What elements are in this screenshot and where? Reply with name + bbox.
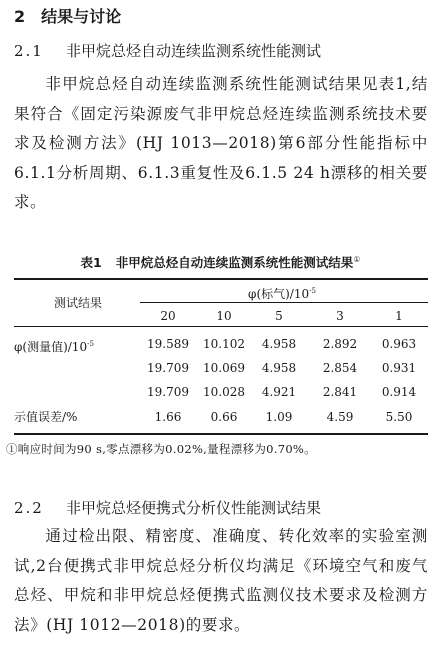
- table-caption-note-mark: ①: [353, 255, 361, 264]
- table-cell: 10.028: [203, 385, 245, 399]
- subsection-number: 2.2: [14, 499, 44, 517]
- table-cell: 2.841: [322, 385, 358, 399]
- table-label: 表1: [80, 255, 102, 271]
- subsection-number: 2.1: [14, 42, 44, 60]
- table-bottom-rule: [14, 433, 428, 435]
- table-cell: 4.921: [261, 385, 297, 399]
- table-cell: 10.069: [203, 361, 245, 375]
- table-cell: 5.50: [385, 410, 413, 424]
- table-cell: 2.892: [322, 337, 358, 351]
- subsection-title: 非甲烷总烃自动连续监测系统性能测试: [66, 42, 322, 60]
- table-cell: 1.66: [154, 410, 182, 424]
- table-cell: 0.66: [210, 410, 238, 424]
- table-cell: 2.854: [322, 361, 358, 375]
- table-cell: 19.589: [147, 337, 189, 351]
- table-column-header: 5: [275, 309, 283, 323]
- table-caption-text: 非甲烷总烃自动连续监测系统性能测试结果: [115, 255, 354, 271]
- table-column-header: 1: [395, 309, 403, 323]
- table-header-rule: [14, 326, 428, 327]
- table-group-rule: [140, 302, 428, 303]
- table-column-header: 3: [336, 309, 344, 323]
- table-cell: 19.709: [147, 385, 189, 399]
- table-caption: [0, 251, 441, 272]
- paragraph-2-1: [14, 70, 428, 218]
- table-cell: 0.931: [381, 361, 417, 375]
- section-heading: [14, 6, 121, 28]
- subsection-heading-2-1: [14, 40, 321, 62]
- table-error-label: 示值误差/%: [14, 410, 78, 424]
- table-cell: 10.102: [203, 337, 245, 351]
- table-column-group-header: φ(标气)$/10^{-5}$: [248, 287, 316, 301]
- table-top-rule: [14, 278, 428, 280]
- table-cell: 4.958: [261, 361, 297, 375]
- table-column-header: 20: [160, 309, 176, 323]
- table-cell: 1.09: [265, 410, 293, 424]
- subsection-title: 非甲烷总烃便携式分析仪性能测试结果: [66, 499, 322, 517]
- table-row-header-label: 测试结果: [54, 296, 103, 310]
- table-measured-label: φ(测量值)$/10^{-5}$: [14, 340, 94, 354]
- results-table: [14, 278, 428, 436]
- table-footnote: ①响应时间为90 s,零点漂移为0.02%,量程漂移为0.70%。: [6, 442, 316, 456]
- table-cell: 0.914: [381, 385, 417, 399]
- table-cell: 4.59: [326, 410, 354, 424]
- table-cell: 19.709: [147, 361, 189, 375]
- paragraph-text: 通过检出限、精密度、准确度、转化效率的实验室测试,2台便携式非甲烷总烃分析仪均满足《环境空气和废气 总烃、甲烷和非甲烷总烃便携式监测仪技术要求及检测方法》(HJ 1012—2018)的要求。: [14, 527, 428, 634]
- section-number: 2: [14, 7, 26, 26]
- paragraph-text: 非甲烷总烃自动连续监测系统性能测试结果见表1,结果符合《固定污染源废气非甲烷总烃连续监测系统技术要求及检测方法》(HJ 1013—2018)第6部分性能指标中6.1.1分析周期、6.1.3重复性及6.1.5 24 h漂移的相关要求。: [14, 75, 428, 211]
- table-cell: 0.963: [381, 337, 417, 351]
- table-cell: 4.958: [261, 337, 297, 351]
- paragraph-2-2: [14, 522, 428, 640]
- section-title: 结果与讨论: [41, 7, 122, 26]
- subsection-heading-2-2: [14, 497, 321, 519]
- table-column-header: 10: [216, 309, 232, 323]
